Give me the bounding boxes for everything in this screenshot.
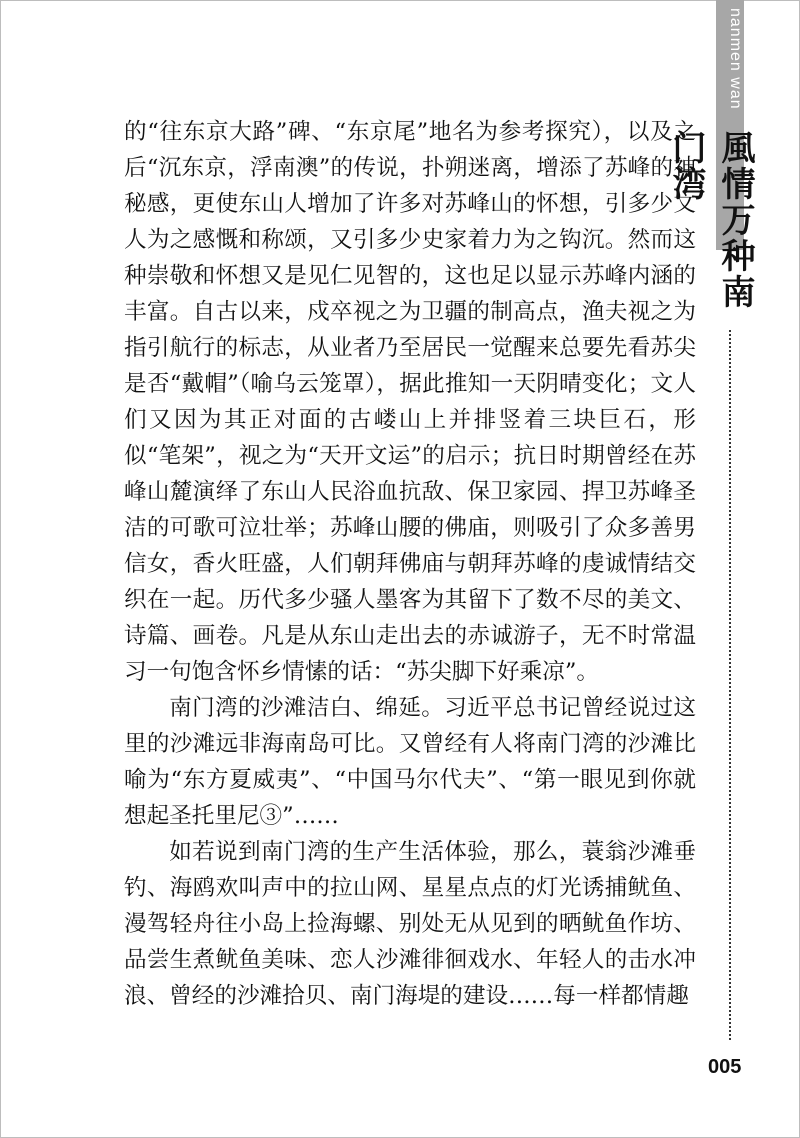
paragraph-3: 如若说到南门湾的生产生活体验，那么，蓑翁沙滩垂钓、海鸥欢叫声中的拉山网、星星点点的灯光诱捕鱿鱼、漫驾轻舟往小岛上捡海螺、别处无从见到的晒鱿鱼作坊、品尝生煮鱿鱼美味、恋人沙滩徘徊戏水、年轻人的击水冲浪、曾经的沙滩拾贝、南门海堤的建设……每一样都情趣 [124,839,696,1009]
chapter-title: 風情万种南门湾 [666,130,755,310]
body-text [124,114,696,1014]
page-number: 005 [708,1056,742,1078]
header-band-text: nanmen wan [727,8,744,110]
paragraph-1: 的“往东京大路”碑、“东京尾”地名为参考探究），以及之后“沉东京，浮南澳”的传说，扑朔迷离，增添了苏峰的神秘感，更使东山人增加了许多对苏峰山的怀想，引多少文人为之感慨和称颂，又引多少史家着力为之钩沉。然而这种崇敬和怀想又是见仁见智的，这也足以显示苏峰内涵的丰富。自古以来，戍卒视之为卫疆的制高点，渔夫视之为指引航行的标志，从业者乃至居民一觉醒来总要先看苏尖是否“戴帽”（喻乌云笼罩），据此推知一天阴晴变化；文人们又因为其正对面的古嵝山上并排竖着三块巨石，形似“笔架”，视之为“天开文运”的启示；抗日时期曾经在苏峰山麓演绎了东山人民浴血抗敌、保卫家园、捍卫苏峰圣洁的可歌可泣壮举；苏峰山腰的佛庙，则吸引了众多善男信女，香火旺盛，人们朝拜佛庙与朝拜苏峰的虔诚情结交织在一起。历代多少骚人墨客为其留下了数不尽的美文、诗篇、画卷。凡是从东山走出去的赤诚游子，无不时常温习一句饱含怀乡情愫的话：“苏尖脚下好乘凉”。 [124,119,696,685]
paragraph-2: 南门湾的沙滩洁白、绵延。习近平总书记曾经说过这里的沙滩远非海南岛可比。又曾经有人将南门湾的沙滩比喻为“东方夏威夷”、“中国马尔代夫”、“第一眼见到你就想起圣托里尼③”…… [124,695,696,829]
dotted-divider [729,330,731,1040]
